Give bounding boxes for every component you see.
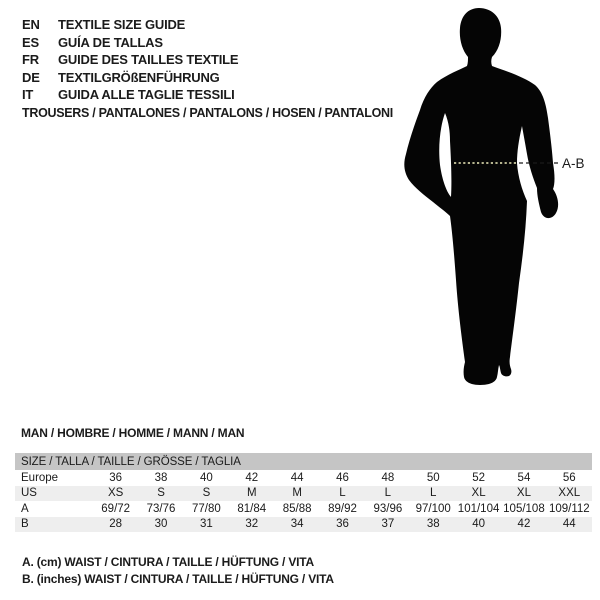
language-row <box>22 86 238 104</box>
size-cell: L <box>339 487 346 500</box>
size-cell: 54 <box>517 471 531 484</box>
language-code: IT <box>22 87 34 103</box>
language-label: GUÍA DE TALLAS <box>58 34 163 50</box>
language-row <box>22 34 238 52</box>
size-cell: 93/96 <box>373 502 403 515</box>
language-code: DE <box>22 69 40 85</box>
size-cell: 101/104 <box>457 502 500 515</box>
size-cell: XL <box>471 487 486 500</box>
size-cell: 37 <box>381 518 395 531</box>
size-cell: M <box>246 487 257 500</box>
size-cell: 32 <box>245 518 259 531</box>
gender-label: MAN / HOMBRE / HOMME / MANN / MAN <box>21 426 245 440</box>
size-cell: 81/84 <box>237 502 267 515</box>
size-table <box>15 453 592 532</box>
size-cell: XXL <box>558 487 581 500</box>
size-cell: 42 <box>517 518 531 531</box>
size-cell: 50 <box>426 471 440 484</box>
language-code: ES <box>22 34 39 50</box>
language-row <box>22 16 238 34</box>
row-label: B <box>21 518 29 531</box>
size-cell: M <box>292 487 302 500</box>
language-label: TEXTILE SIZE GUIDE <box>58 17 186 33</box>
language-row <box>22 69 238 87</box>
size-cell: 38 <box>426 518 440 531</box>
table-row <box>15 486 592 502</box>
size-cell: 28 <box>109 518 123 531</box>
size-cell: 109/112 <box>548 502 590 515</box>
size-table-header: SIZE / TALLA / TAILLE / GRÖSSE / TAGLIA <box>15 453 592 470</box>
size-cell: 105/108 <box>503 502 545 515</box>
notes-list <box>22 554 334 588</box>
size-cell: 30 <box>154 518 168 531</box>
language-code: FR <box>22 52 39 68</box>
size-cell: 31 <box>200 518 213 531</box>
language-row <box>22 51 238 69</box>
size-cell: L <box>430 487 437 500</box>
category-title: TROUSERS / PANTALONES / PANTALONS / HOSEN / PANTALONI <box>22 106 393 120</box>
size-cell: 77/80 <box>192 502 221 515</box>
size-cell: 44 <box>562 518 576 531</box>
size-cell: 56 <box>562 471 576 484</box>
man-silhouette <box>404 8 558 385</box>
measure-label: A-B <box>562 156 585 171</box>
row-label: Europe <box>21 471 59 484</box>
size-cell: 36 <box>109 471 123 484</box>
size-cell: 40 <box>472 518 485 531</box>
arm-body-gap <box>439 113 451 197</box>
table-row <box>15 470 592 486</box>
size-cell: 36 <box>336 518 349 531</box>
size-cell: S <box>157 487 165 500</box>
size-cell: 85/88 <box>282 502 312 515</box>
language-label: GUIDA ALLE TAGLIE TESSILI <box>58 87 235 103</box>
language-label: GUIDE DES TAILLES TEXTILE <box>58 52 239 68</box>
language-label: TEXTILGRÖßENFÜHRUNG <box>58 69 220 85</box>
row-label: US <box>21 487 37 500</box>
size-cell: 40 <box>200 471 213 484</box>
size-cell: XS <box>108 487 124 500</box>
size-cell: L <box>384 487 392 500</box>
size-cell: 97/100 <box>415 502 451 515</box>
size-cell: 44 <box>290 471 304 484</box>
size-cell: 52 <box>472 471 485 484</box>
size-cell: 42 <box>245 471 259 484</box>
language-code: EN <box>22 17 40 33</box>
size-cell: S <box>202 487 211 500</box>
size-table-body <box>15 470 592 532</box>
size-cell: XL <box>516 487 531 500</box>
row-label: A <box>21 502 29 515</box>
size-cell: 46 <box>336 471 349 484</box>
size-cell: 38 <box>154 471 168 484</box>
table-row <box>15 501 592 517</box>
size-cell: 48 <box>381 471 395 484</box>
size-cell: 73/76 <box>146 502 176 515</box>
size-cell: 69/72 <box>101 502 131 515</box>
table-row <box>15 517 592 533</box>
size-cell: 34 <box>290 518 304 531</box>
size-cell: 89/92 <box>328 502 357 515</box>
measure-note: B. (inches) WAIST / CINTURA / TAILLE / HÜFTUNG / VITA <box>22 572 334 586</box>
language-list <box>22 16 238 104</box>
measure-note: A. (cm) WAIST / CINTURA / TAILLE / HÜFTUNG / VITA <box>22 555 314 569</box>
